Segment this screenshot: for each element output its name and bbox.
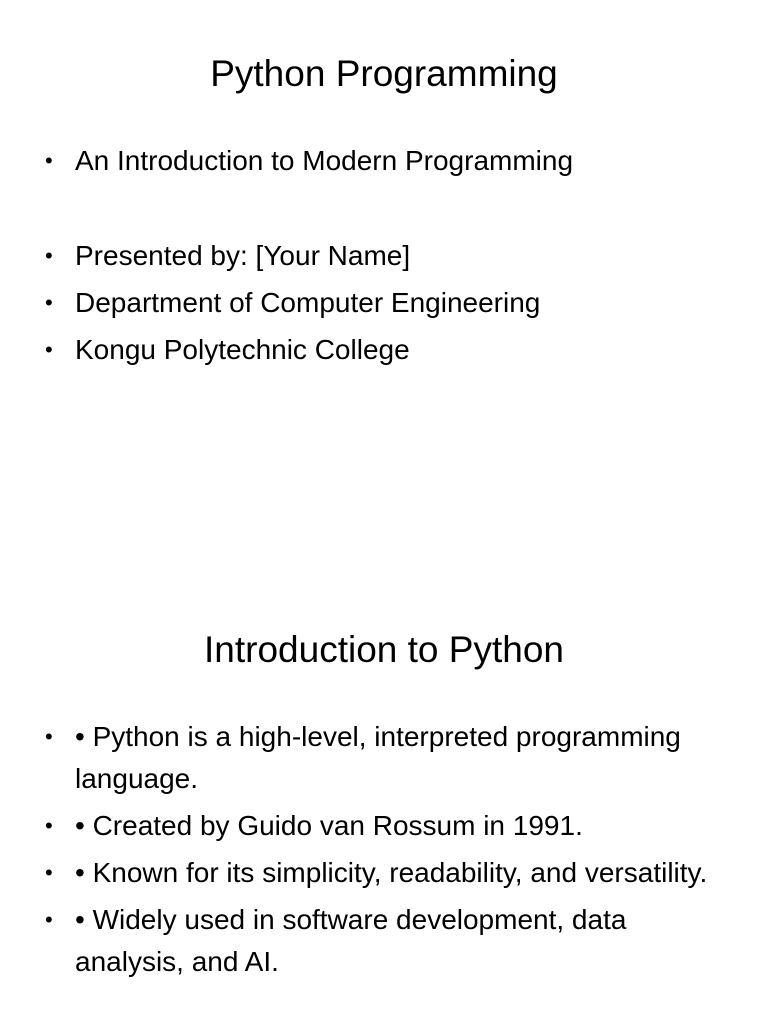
bullet-list bbox=[40, 716, 728, 988]
bullet-icon: • bbox=[45, 243, 53, 268]
bullet-text: Presented by: [Your Name] bbox=[75, 240, 411, 271]
bullet-icon: • bbox=[45, 148, 53, 173]
bullet-icon: • bbox=[45, 813, 53, 838]
bullet-text: Department of Computer Engineering bbox=[75, 287, 541, 318]
bullet-item bbox=[40, 716, 728, 800]
bullet-text: An Introduction to Modern Programming bbox=[75, 145, 574, 176]
bullet-icon: • bbox=[45, 907, 53, 932]
bullet-item bbox=[40, 282, 728, 324]
bullet-item bbox=[40, 235, 728, 277]
bullet-icon: • bbox=[45, 337, 53, 362]
bullet-item bbox=[40, 899, 728, 983]
bullet-text: • Widely used in software development, data analysis, and AI. bbox=[75, 904, 627, 977]
bullet-list bbox=[40, 140, 728, 376]
slide-title: Introduction to Python bbox=[204, 629, 564, 670]
bullet-icon: • bbox=[45, 724, 53, 749]
bullet-text: • Known for its simplicity, readability, and versatility. bbox=[75, 857, 708, 888]
bullet-text: Kongu Polytechnic College bbox=[75, 334, 410, 365]
slide-2 bbox=[0, 576, 768, 1024]
bullet-item bbox=[40, 140, 728, 182]
bullet-text: • Created by Guido van Rossum in 1991. bbox=[75, 810, 583, 841]
slide-title: Python Programming bbox=[210, 53, 558, 94]
bullet-icon: • bbox=[45, 290, 53, 315]
bullet-item bbox=[40, 805, 728, 847]
bullet-icon: • bbox=[45, 860, 53, 885]
bullet-text: • Python is a high-level, interpreted programming language. bbox=[75, 721, 681, 794]
bullet-item bbox=[40, 329, 728, 371]
bullet-item bbox=[40, 852, 728, 894]
